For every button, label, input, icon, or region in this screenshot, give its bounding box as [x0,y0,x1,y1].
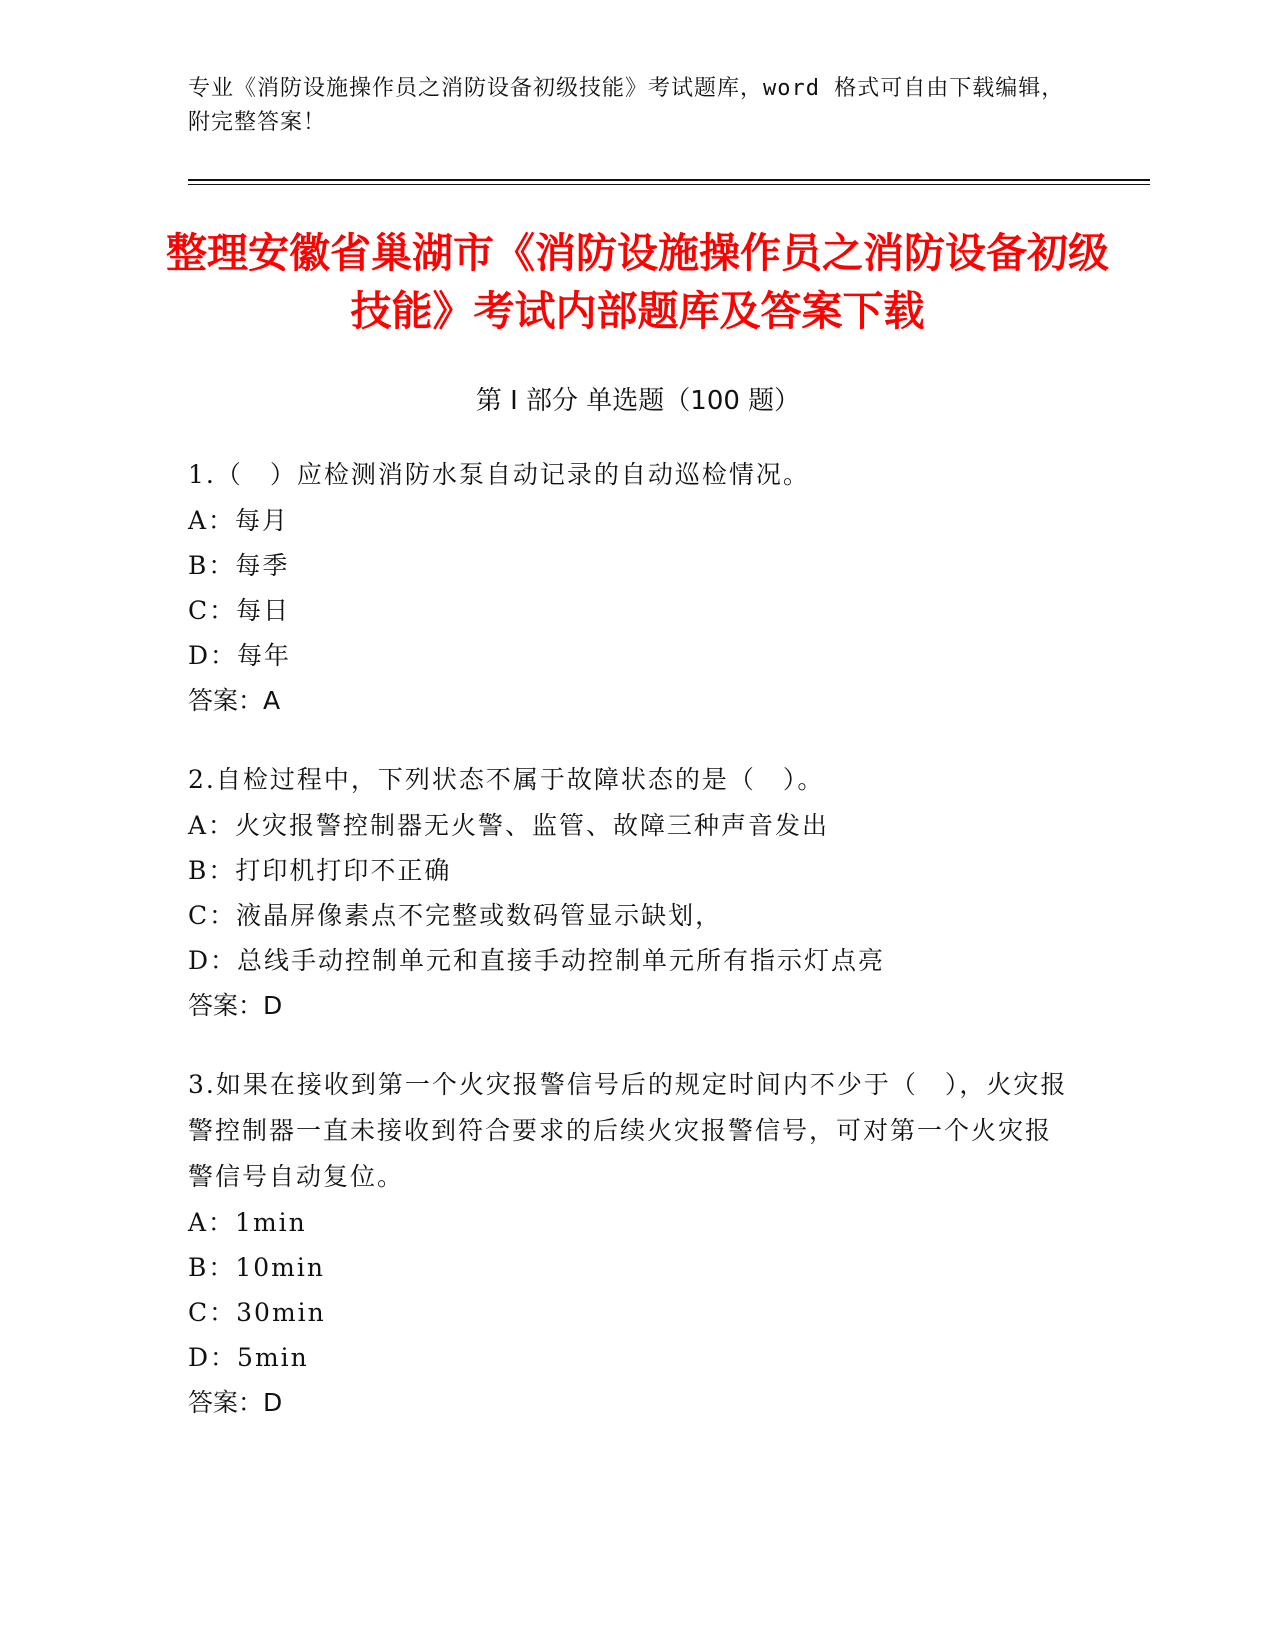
option-a: A：火灾报警控制器无火警、监管、故障三种声音发出 [188,811,830,840]
question-stem: 1.（ ）应检测消防水泵自动记录的自动巡检情况。 [188,460,810,489]
option-a: A：每月 [188,506,290,535]
header-note: 专业《消防设施操作员之消防设备初级技能》考试题库，word 格式可自由下载编辑，附完整答案！ [188,76,1065,135]
answer-line [188,678,1068,723]
option-d: D：总线手动控制单元和直接手动控制单元所有指示灯点亮 [188,946,886,975]
header-divider-thin [188,184,1150,185]
option-a: A：1min [188,1208,307,1237]
answer-label: 答案： [188,1388,264,1417]
answer-line [188,1380,1068,1425]
question-2 [188,757,1068,1028]
option-d: D：5min [188,1343,309,1372]
question-stem: 3.如果在接收到第一个火灾报警信号后的规定时间内不少于（ ），火灾报警控制器一直未接收到符合要求的后续火灾报警信号，可对第一个火灾报警信号自动复位。 [188,1070,1068,1191]
option-d: D：每年 [188,641,292,670]
option-b: B：每季 [188,551,290,580]
option-b: B：10min [188,1253,325,1282]
answer-label: 答案： [188,991,264,1020]
option-b: B：打印机打印不正确 [188,856,452,885]
answer-value: A [263,686,281,715]
option-c: C：每日 [188,596,291,625]
option-c: C：液晶屏像素点不完整或数码管显示缺划， [188,901,723,930]
answer-line [188,983,1068,1028]
question-stem: 2.自检过程中，下列状态不属于故障状态的是（ ）。 [188,765,825,794]
header-divider-thick [188,179,1150,181]
answer-value: D [263,991,283,1020]
answer-value: D [263,1388,283,1417]
option-c: C：30min [188,1298,326,1327]
answer-label: 答案： [188,686,264,715]
question-3 [188,1062,1068,1425]
document-title: 整理安徽省巢湖市《消防设施操作员之消防设备初级技能》考试内部题库及答案下载 [166,229,1109,335]
question-1 [188,452,1068,723]
section-title: 第 I 部分 单选题（100 题） [475,386,801,416]
